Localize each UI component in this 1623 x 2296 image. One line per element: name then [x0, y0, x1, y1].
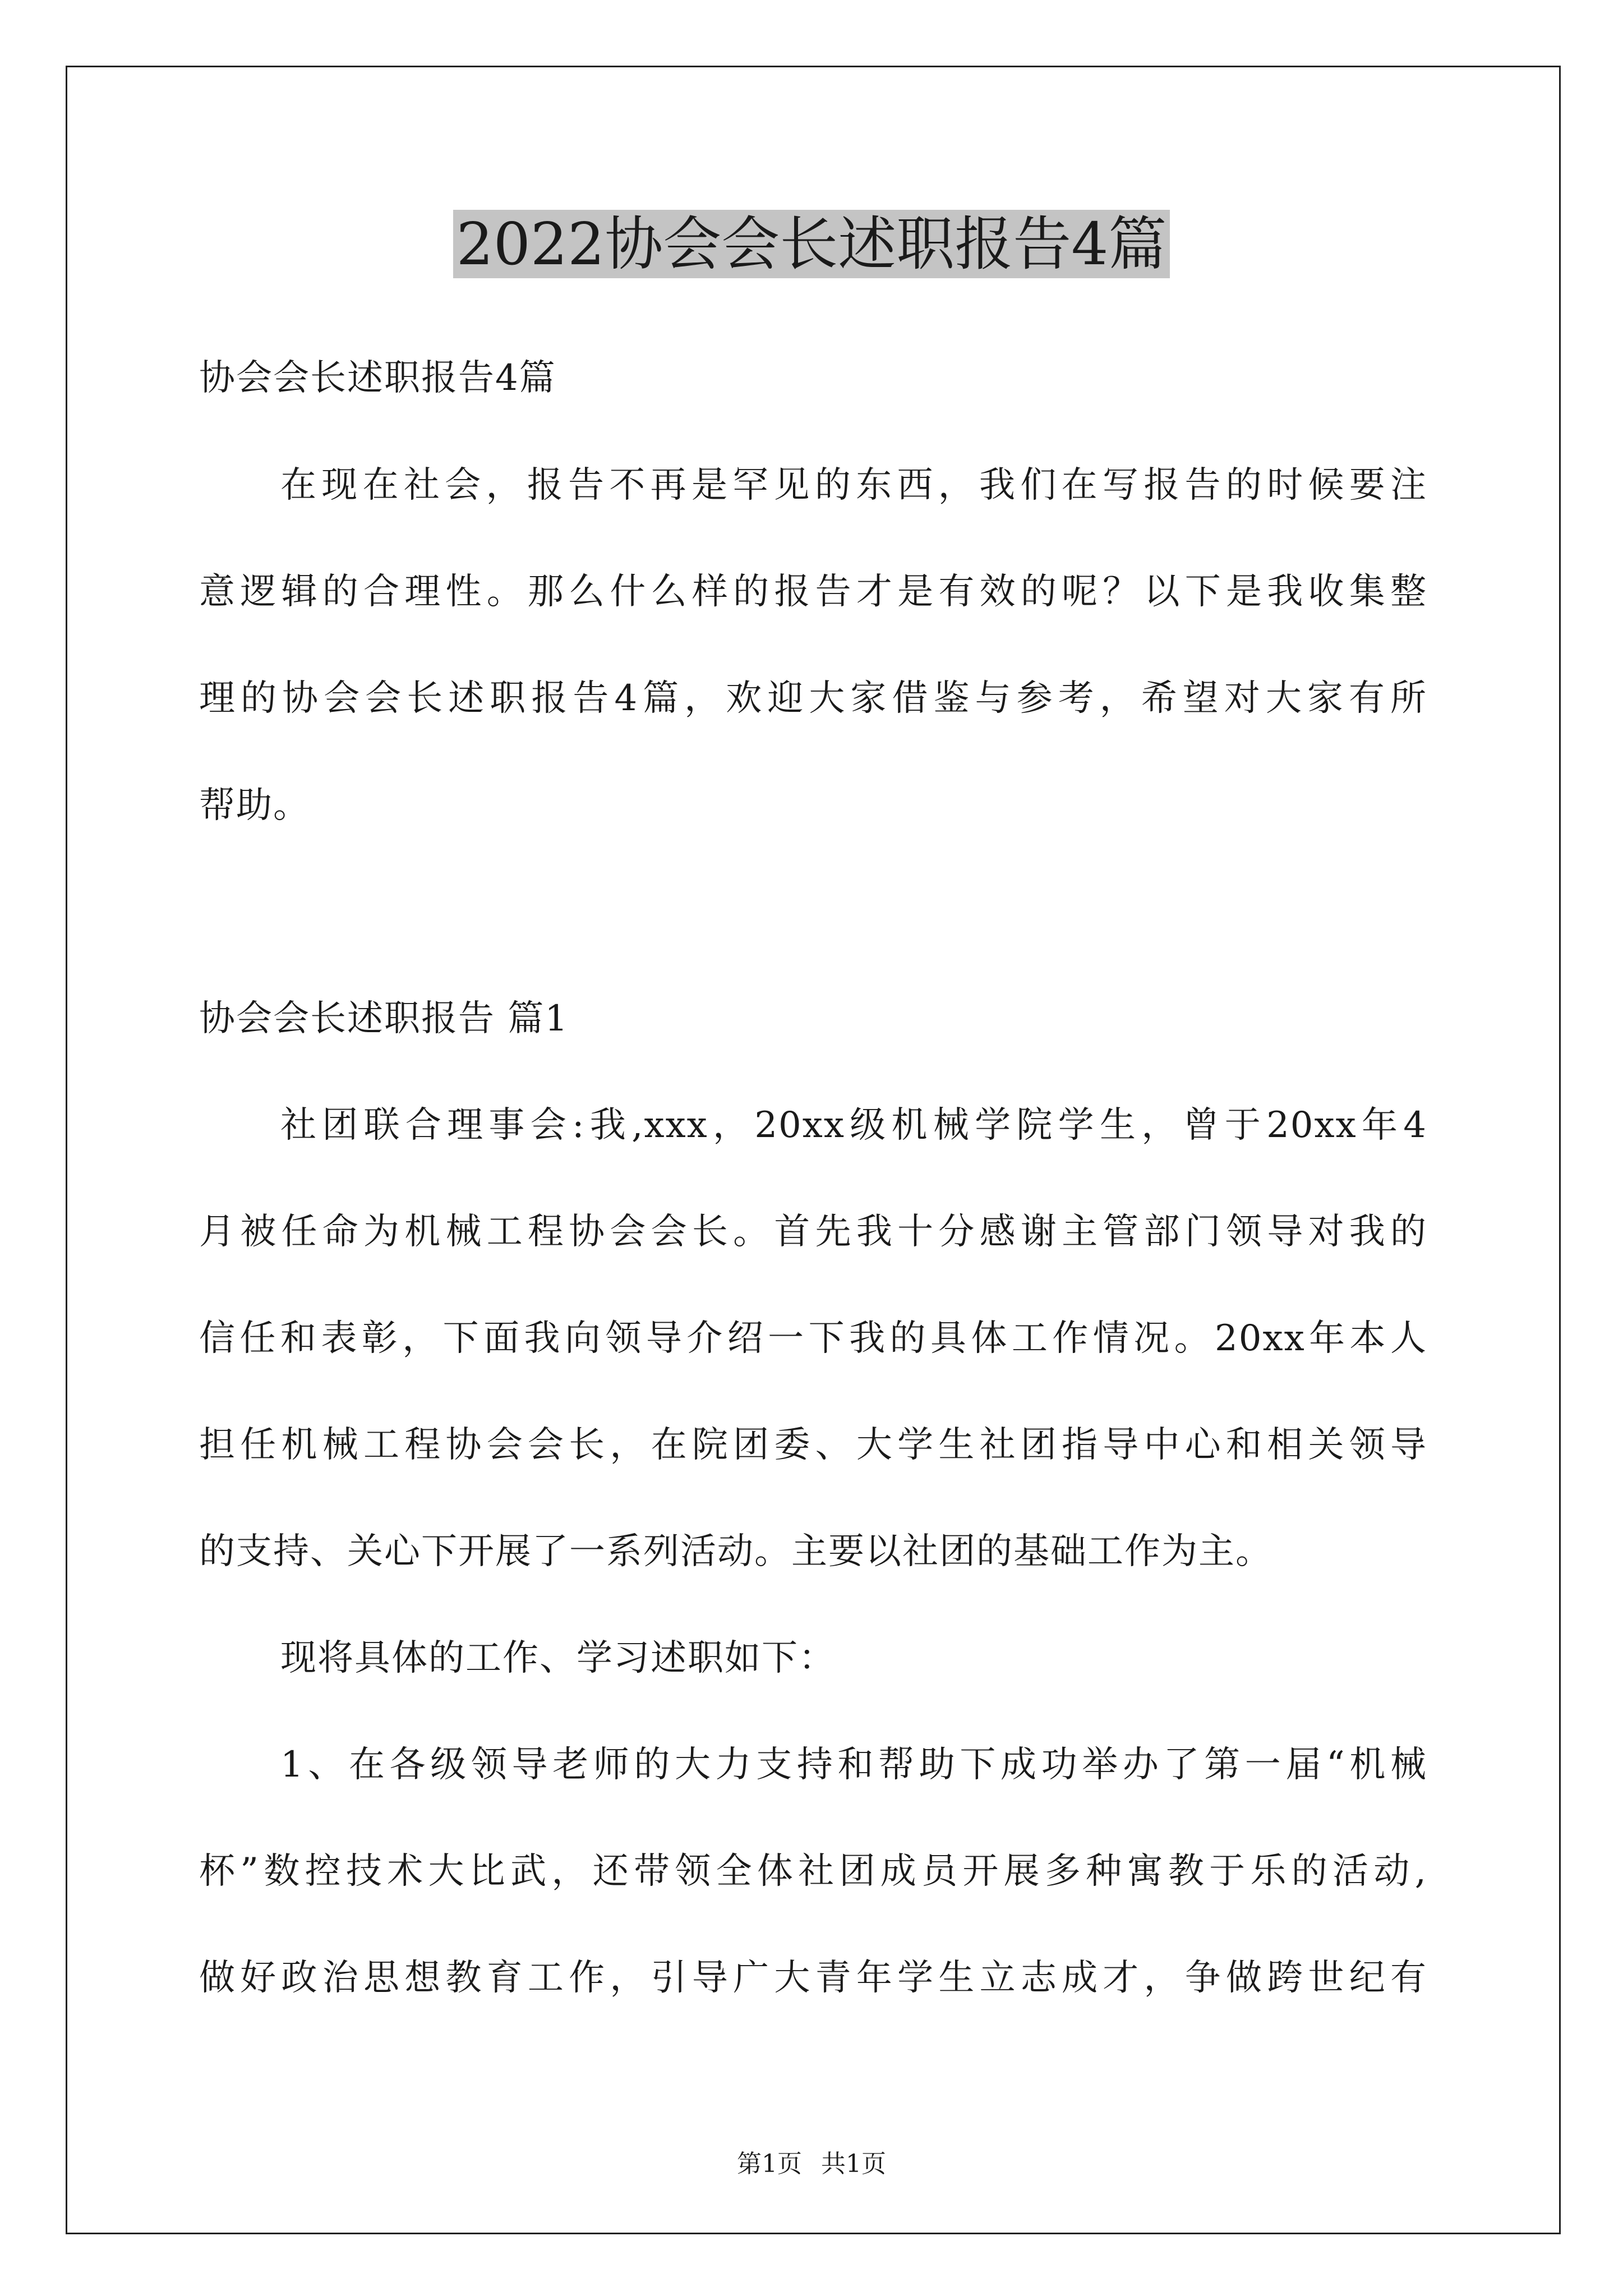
body-paragraph-line: 社团联合理事会:我,xxx，20xx级机械学院学生，曾于20xx年4	[280, 1105, 1427, 1146]
body-paragraph-line: 做好政治思想教育工作，引导广大青年学生立志成才，争做跨世纪有	[199, 1957, 1427, 1999]
body-paragraph-line: 的支持、关心下开展了一系列活动。主要以社团的基础工作为主。	[199, 1531, 1272, 1572]
document-title	[0, 208, 1623, 280]
body-paragraph-line: 现将具体的工作、学习述职如下：	[280, 1637, 836, 1679]
section-heading: 协会会长述职报告 篇1	[199, 998, 569, 1039]
intro-paragraph-line: 在现在社会，报告不再是罕见的东西，我们在写报告的时候要注	[280, 464, 1427, 506]
intro-paragraph-line: 帮助。	[199, 785, 310, 826]
page-footer: 第1页 共1页	[737, 2150, 886, 2178]
body-paragraph-line: 1、在各级领导老师的大力支持和帮助下成功举办了第一届“机械	[280, 1744, 1427, 1786]
body-paragraph-line: 信任和表彰，下面我向领导介绍一下我的具体工作情况。20xx年本人	[199, 1318, 1427, 1359]
intro-paragraph-line: 理的协会会长述职报告4篇，欢迎大家借鉴与参考，希望对大家有所	[199, 678, 1427, 719]
subtitle-line: 协会会长述职报告4篇	[199, 357, 556, 399]
intro-paragraph-line: 意逻辑的合理性。那么什么样的报告才是有效的呢？以下是我收集整	[199, 571, 1427, 613]
body-paragraph-line: 月被任命为机械工程协会会长。首先我十分感谢主管部门领导对我的	[199, 1211, 1427, 1253]
document-title-text: 2022协会会长述职报告4篇	[453, 210, 1170, 278]
body-paragraph-line: 杯”数控技术大比武，还带领全体社团成员开展多种寓教于乐的活动,	[199, 1851, 1427, 1892]
body-paragraph-line: 担任机械工程协会会长，在院团委、大学生社团指导中心和相关领导	[199, 1424, 1427, 1466]
